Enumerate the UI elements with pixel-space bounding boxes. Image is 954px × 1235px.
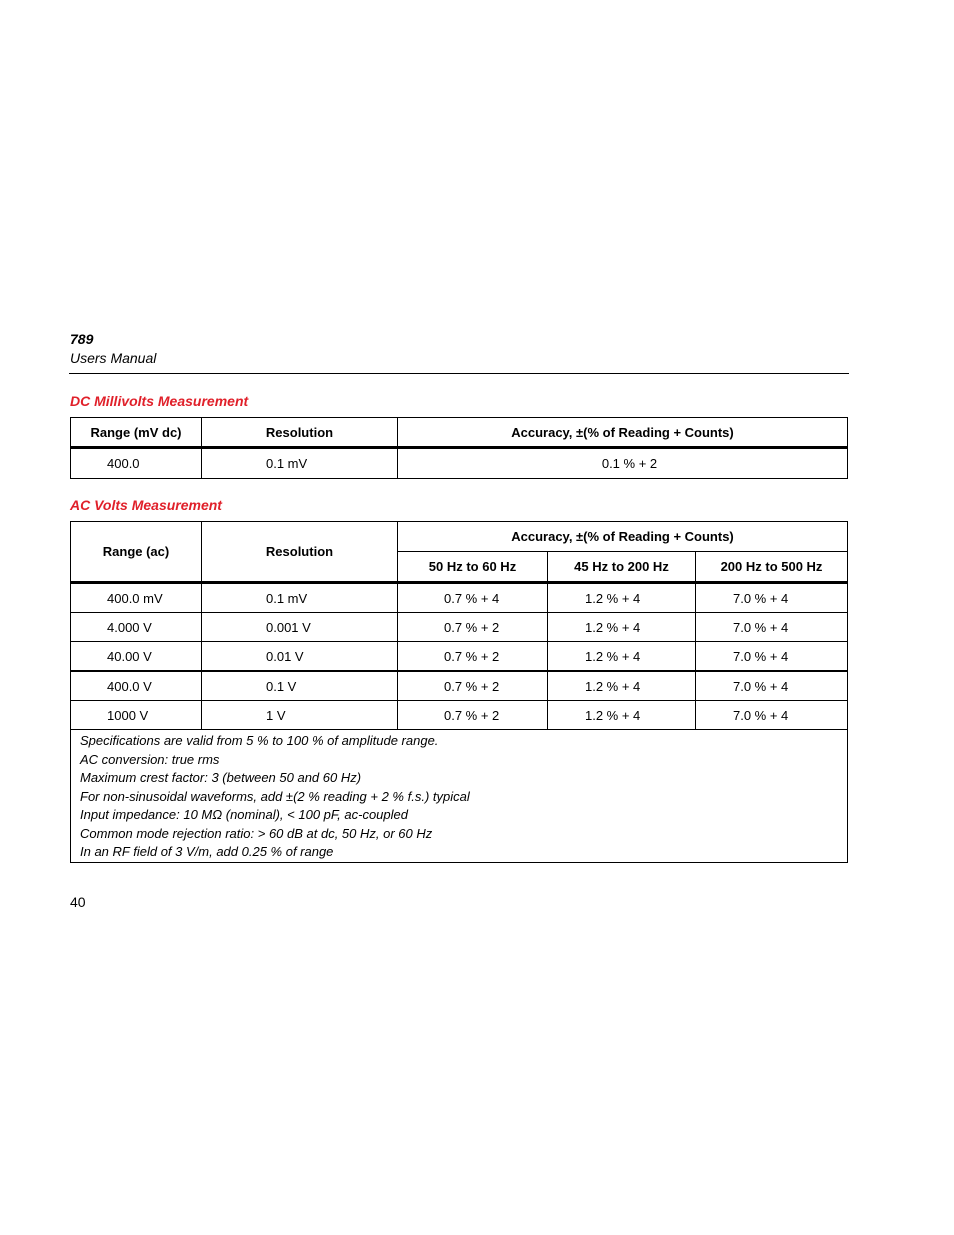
range-cell: 400.0 V xyxy=(71,671,202,701)
accuracy-cell: 1.2 % + 4 xyxy=(548,613,696,642)
resolution-cell: 1 V xyxy=(202,701,398,730)
manual-title: Users Manual xyxy=(70,350,157,366)
note-line: Input impedance: 10 MΩ (nominal), < 100 pF, ac-coupled xyxy=(80,807,408,822)
range-cell: 1000 V xyxy=(71,701,202,730)
column-header-range: Range (mV dc) xyxy=(71,418,202,448)
note-line: AC conversion: true rms xyxy=(80,751,220,767)
table-row xyxy=(71,701,848,730)
resolution-cell: 0.001 V xyxy=(202,613,398,642)
ac-volts-table xyxy=(70,521,848,863)
range-cell: 400.0 xyxy=(71,448,202,479)
range-cell: 400.0 mV xyxy=(71,583,202,613)
accuracy-cell: 0.7 % + 2 xyxy=(398,701,548,730)
accuracy-cell: 1.2 % + 4 xyxy=(548,701,696,730)
column-header-200-500hz: 200 Hz to 500 Hz xyxy=(696,552,848,583)
column-header-range: Range (ac) xyxy=(71,522,202,583)
column-header-resolution: Resolution xyxy=(202,522,398,583)
ac-volts-section-title: AC Volts Measurement xyxy=(70,497,222,513)
dc-millivolts-table xyxy=(70,417,848,479)
note-line: Common mode rejection ratio: > 60 dB at dc, 50 Hz, or 60 Hz xyxy=(80,825,433,841)
page-number: 40 xyxy=(70,894,86,910)
accuracy-cell: 0.7 % + 2 xyxy=(398,642,548,672)
table-row xyxy=(71,671,848,701)
accuracy-cell: 7.0 % + 4 xyxy=(696,671,848,701)
note-line: For non-sinusoidal waveforms, add ±(2 % reading + 2 % f.s.) typical xyxy=(80,788,470,804)
column-header-45-200hz: 45 Hz to 200 Hz xyxy=(548,552,696,583)
accuracy-cell: 1.2 % + 4 xyxy=(548,642,696,672)
dc-millivolts-section-title: DC Millivolts Measurement xyxy=(70,393,249,409)
resolution-cell: 0.1 mV xyxy=(202,583,398,613)
table-row xyxy=(71,613,848,642)
note-line: In an RF field of 3 V/m, add 0.25 % of range xyxy=(80,844,334,859)
specification-notes xyxy=(71,730,848,863)
notes-row xyxy=(71,730,848,863)
header-divider xyxy=(69,373,849,374)
column-header-accuracy: Accuracy, ±(% of Reading + Counts) xyxy=(398,418,848,448)
note-line: Specifications are valid from 5 % to 100 % of amplitude range. xyxy=(80,733,439,748)
accuracy-cell: 7.0 % + 4 xyxy=(696,583,848,613)
accuracy-cell: 7.0 % + 4 xyxy=(696,613,848,642)
accuracy-cell: 7.0 % + 4 xyxy=(696,642,848,672)
table-row xyxy=(71,583,848,613)
table-header-row xyxy=(71,522,848,552)
column-header-accuracy: Accuracy, ±(% of Reading + Counts) xyxy=(398,522,848,552)
accuracy-cell: 0.7 % + 4 xyxy=(398,583,548,613)
column-header-resolution: Resolution xyxy=(202,418,398,448)
table-row xyxy=(71,642,848,672)
accuracy-cell: 0.1 % + 2 xyxy=(398,448,848,479)
accuracy-cell: 1.2 % + 4 xyxy=(548,671,696,701)
table-header-row xyxy=(71,418,848,448)
resolution-cell: 0.01 V xyxy=(202,642,398,672)
note-line: Maximum crest factor: 3 (between 50 and 60 Hz) xyxy=(80,770,362,785)
resolution-cell: 0.1 mV xyxy=(202,448,398,479)
range-cell: 40.00 V xyxy=(71,642,202,672)
range-cell: 4.000 V xyxy=(71,613,202,642)
accuracy-cell: 7.0 % + 4 xyxy=(696,701,848,730)
accuracy-cell: 0.7 % + 2 xyxy=(398,671,548,701)
accuracy-cell: 0.7 % + 2 xyxy=(398,613,548,642)
accuracy-cell: 1.2 % + 4 xyxy=(548,583,696,613)
manual-model-number: 789 xyxy=(70,331,94,347)
column-header-50-60hz: 50 Hz to 60 Hz xyxy=(398,552,548,583)
table-row xyxy=(71,448,848,479)
resolution-cell: 0.1 V xyxy=(202,671,398,701)
